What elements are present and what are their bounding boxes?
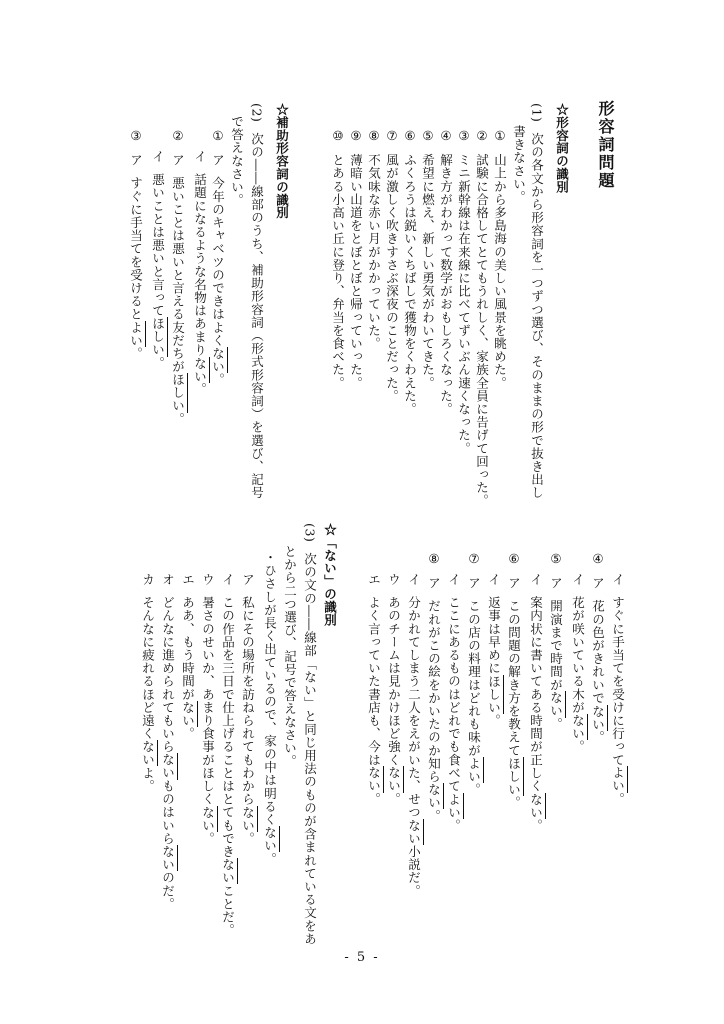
s2-q8-option-c: ウあのチームは見かけほど強くない。 <box>386 573 402 806</box>
page-title: 形容詞問題 <box>596 100 615 190</box>
section-2-number: (2) <box>249 103 265 123</box>
s2-q1-option-a: ①ア今年のキャベツのできはよくない。 <box>210 128 226 387</box>
s1-item-1: ①山上から多島海の美しい風景を眺めた。 <box>492 128 508 390</box>
s2-q8-option-d: エよく言っていた書店も、今はない。 <box>366 573 382 806</box>
s2-q3-option-a: ③アすぐに手当てを受けるとよい。 <box>128 128 144 361</box>
section-3-instruction-cont: とから二つ選び、記号で答えなさい。 <box>282 545 298 768</box>
section-2-instruction: (2)次の――線部のうち、補助形容詞（形式形容詞）を選び、記号 <box>249 103 265 500</box>
section-3-header: ☆「ない」の識別 <box>322 523 338 627</box>
s3-option-b: イこの作品を三日で仕上げることはとてもできないことだ。 <box>220 573 236 937</box>
s1-item-9: ⑨薄暗い山道をとぼとぼと帰っていった。 <box>348 128 364 390</box>
section-1-instruction-cont: 書きなさい。 <box>511 125 527 204</box>
s3-option-a: ア私にその場所を訪ねられてもわからない。 <box>240 573 256 846</box>
s1-item-4: ④解き方がわかって数学がおもしろくなった。 <box>438 128 454 416</box>
section-1-instruction: (1)次の各文から形容詞を一つずつ選び、そのままの形で抜き出し <box>529 103 545 500</box>
section-3-number: (3) <box>302 523 318 543</box>
s2-q3-option-b: イすぐに手当てを受けに行ってよい。 <box>610 573 626 806</box>
section-1-number: (1) <box>529 103 545 123</box>
page-number: - 5 - <box>344 950 380 965</box>
s3-option-d: エああ、もう時間がない。 <box>180 573 196 741</box>
s2-q5-option-b: イ案内状に書いてある時間が正しくない。 <box>528 573 544 832</box>
section-3-stem: ・ひさしが長く出ているので、家の中は明るくない。 <box>262 551 278 866</box>
s2-q2-option-b: イ悪いことは悪いと言ってほしい。 <box>150 150 166 370</box>
s1-item-10: ⑩とある小高い丘に登り、弁当を食べた。 <box>330 128 346 390</box>
s2-q7-option-b: イここにあるものはどれでも食べてよい。 <box>446 573 462 832</box>
s2-q6-option-b: イ返事は早めにほしい。 <box>486 573 502 728</box>
s3-option-f: カそんなに疲れるほど遠くないよ。 <box>140 573 156 793</box>
section-2-header: ☆補助形容詞の識別 <box>274 103 290 220</box>
s3-option-e: オどんなに進められてもいらないものはいらないのだ。 <box>160 573 176 911</box>
s2-q1-option-b: イ話題になるような名物はあまりない。 <box>192 150 208 396</box>
s3-option-c: ウ暑さのせいか、あまり食事がほしくない。 <box>200 573 216 846</box>
s2-q6-option-a: ⑥アこの問題の解き方を教えてほしい。 <box>506 551 522 810</box>
s1-item-3: ③ミニ新幹線は在来線に比べてずいぶん速くなった。 <box>456 128 472 455</box>
s1-item-6: ⑥ふくろうは鋭いくちばしで獲物をくわえた。 <box>402 128 418 416</box>
s2-q5-option-a: ⑤ア開演まで時間がない。 <box>548 551 564 731</box>
s1-item-2: ②試験に合格してとてもうれしく、家族全員に告げて回った。 <box>474 128 490 508</box>
s2-q4-option-b: イ花が咲いている木がない。 <box>570 573 586 754</box>
section-3-instruction: (3)次の文の――線部「ない」と同じ用法のものが含まれている文をあ <box>302 523 318 946</box>
s2-q8-option-b: イ分かれてしまう二人をえがいた、せつない小説だ。 <box>406 573 422 898</box>
s2-q4-option-a: ④ア花の色がきれいでない。 <box>590 551 606 744</box>
section-2-instruction-cont: で答えなさい。 <box>229 115 245 207</box>
section-1-header: ☆形容詞の識別 <box>554 103 570 194</box>
s1-item-7: ⑦風が激しく吹きすさぶ深夜のことだった。 <box>384 128 400 403</box>
s2-q7-option-a: ⑦アこの店の料理はどれも味がよい。 <box>466 551 482 797</box>
s1-item-5: ⑤希望に燃え、新しい勇気がわいてきた。 <box>420 128 436 390</box>
s2-q8-option-a: ⑧アだれがこの絵をかいたのか知らない。 <box>426 551 442 823</box>
s2-q2-option-a: ②ア悪いことは悪いと言える友だちがほしい。 <box>170 128 186 426</box>
s1-item-8: ⑧不気味な赤い月がかかっていた。 <box>366 128 382 351</box>
